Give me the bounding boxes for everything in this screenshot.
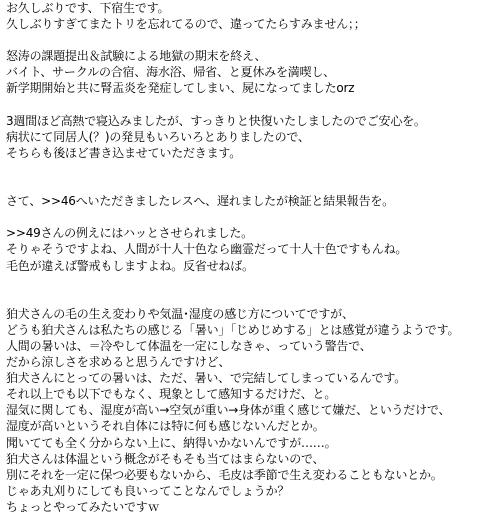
post-line: 病状にて同居人(？)の発見もいろいろとありましたので、 xyxy=(6,129,310,144)
post-line: さて、>>46へいただきましたレスへ、遅れましたが検証と結果報告を。 xyxy=(6,194,394,209)
post-line: 久しぶりすぎてまたトリを忘れてるので、違ってたらすみません；； xyxy=(6,17,366,32)
post-line: そりゃそうですよね、人間が十人十色なら幽霊だって十人十色ですもんね。 xyxy=(6,242,408,257)
post-line: じゃあ丸刈りにしても良いってことなんでしょうか？ xyxy=(6,483,290,498)
post-line: 毛色が違えば警戒もしますよね。反省せねば。 xyxy=(6,258,254,273)
post-line: お久しぶりです、下宿生です。 xyxy=(6,1,170,15)
blank-line xyxy=(6,161,478,177)
blank-line xyxy=(6,274,478,290)
post-body xyxy=(6,0,478,515)
post-line: >>49さんの例えにはハッとさせられました。 xyxy=(6,226,253,241)
post-line: 湿気に関しても、湿度が高い→空気が重い→身体が重く感じて嫌だ、というだけで、 xyxy=(6,403,451,418)
blank-line xyxy=(6,290,478,306)
post-line: 別にそれを一定に保つ必要もないから、毛皮は季節で生え変わることもないとか。 xyxy=(6,467,443,482)
post-line: 狛犬さんの毛の生え変わりや気温･湿度の感じ方についてですが、 xyxy=(6,306,354,321)
post-line: 湿度が高いというそれ自体には特に何も感じないんだとか。 xyxy=(6,419,325,434)
post-line: そちらも後ほど書き込ませていただきます。 xyxy=(6,145,242,160)
post-line: 聞いてても全く分からない上に、納得いかないんですが……。 xyxy=(6,435,337,450)
post-line: 狛犬さんにとっての暑いは、ただ、暑い、で完結してしまっているんです。 xyxy=(6,371,407,386)
blank-line xyxy=(6,32,478,48)
blank-line xyxy=(6,209,478,225)
post-line: 3週間ほど高熱で寝込みましたが、すっきりと快復いたしましたのでご安心を。 xyxy=(6,113,426,128)
blank-line xyxy=(6,97,478,113)
post-line: 怒涛の課題提出＆試験による地獄の期末を終え、 xyxy=(6,49,267,64)
post-line: それ以上でも以下でもなく、現象として感知するだけだ、と。 xyxy=(6,387,337,402)
post-line: だから涼しさを求めると思うんですけど、 xyxy=(6,355,231,370)
post-line: バイト、サークルの合宿、海水浴、帰省、と夏休みを満喫し、 xyxy=(6,65,335,80)
blank-line xyxy=(6,177,478,193)
post-line: 人間の暑いは、＝冷やして体温を一定にしなきゃ、っていう警告で、 xyxy=(6,338,372,353)
post-line: 新学期開始と共に腎盂炎を発症してしまい、屍になってましたorz xyxy=(6,81,355,96)
post-line: どうも狛犬さんは私たちの感じる「暑い」「じめじめする」とは感覚が違うようです。 xyxy=(6,322,460,337)
post-line: 狛犬さんは体温という概念がそもそも当てはまらないので、 xyxy=(6,451,325,466)
post-line: ちょっとやってみたいですｗ xyxy=(6,499,160,514)
